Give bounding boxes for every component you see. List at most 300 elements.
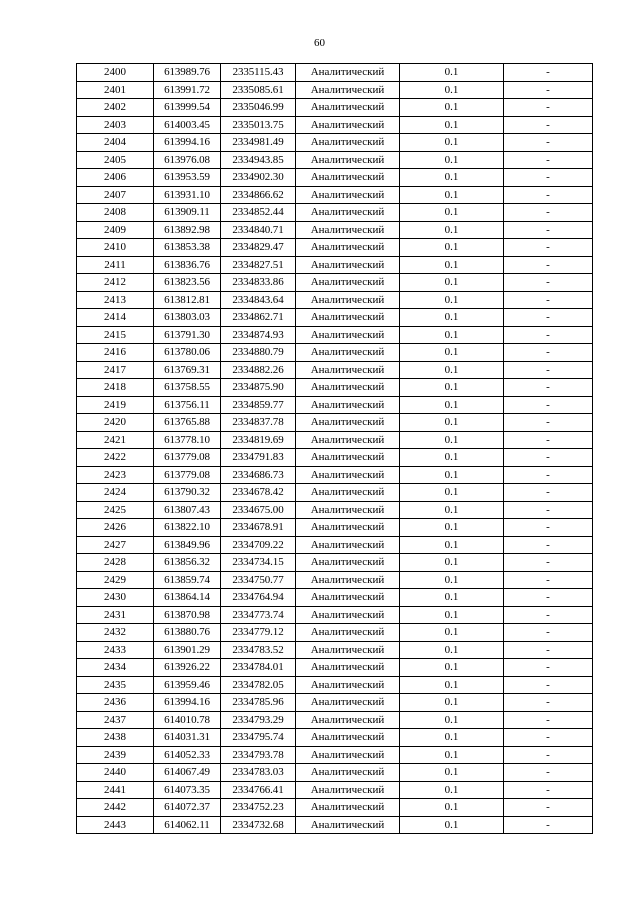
- accuracy-cell: 0.1: [400, 204, 504, 222]
- description-cell: -: [504, 431, 593, 449]
- y-coordinate-cell: 2334764.94: [221, 589, 296, 607]
- y-coordinate-cell: 2334678.91: [221, 519, 296, 537]
- table-row: [77, 309, 593, 327]
- y-coordinate-cell: 2334783.52: [221, 641, 296, 659]
- accuracy-cell: 0.1: [400, 81, 504, 99]
- accuracy-cell: 0.1: [400, 711, 504, 729]
- point-number-cell: 2419: [77, 396, 154, 414]
- y-coordinate-cell: 2334843.64: [221, 291, 296, 309]
- point-number-cell: 2437: [77, 711, 154, 729]
- x-coordinate-cell: 613870.98: [154, 606, 221, 624]
- description-cell: -: [504, 764, 593, 782]
- y-coordinate-cell: 2334732.68: [221, 816, 296, 834]
- method-cell: Аналитический: [296, 676, 400, 694]
- table-row: [77, 484, 593, 502]
- x-coordinate-cell: 613931.10: [154, 186, 221, 204]
- y-coordinate-cell: 2334795.74: [221, 729, 296, 747]
- x-coordinate-cell: 613790.32: [154, 484, 221, 502]
- point-number-cell: 2440: [77, 764, 154, 782]
- y-coordinate-cell: 2334840.71: [221, 221, 296, 239]
- table-row: [77, 221, 593, 239]
- point-number-cell: 2426: [77, 519, 154, 537]
- point-number-cell: 2407: [77, 186, 154, 204]
- point-number-cell: 2403: [77, 116, 154, 134]
- y-coordinate-cell: 2334852.44: [221, 204, 296, 222]
- table-row: [77, 519, 593, 537]
- table-row: [77, 694, 593, 712]
- table-row: [77, 501, 593, 519]
- table-row: [77, 711, 593, 729]
- point-number-cell: 2416: [77, 344, 154, 362]
- description-cell: -: [504, 746, 593, 764]
- y-coordinate-cell: 2334709.22: [221, 536, 296, 554]
- accuracy-cell: 0.1: [400, 379, 504, 397]
- x-coordinate-cell: 613778.10: [154, 431, 221, 449]
- method-cell: Аналитический: [296, 501, 400, 519]
- y-coordinate-cell: 2334981.49: [221, 134, 296, 152]
- table-row: [77, 344, 593, 362]
- method-cell: Аналитический: [296, 134, 400, 152]
- table-row: [77, 361, 593, 379]
- description-cell: -: [504, 81, 593, 99]
- x-coordinate-cell: 614073.35: [154, 781, 221, 799]
- x-coordinate-cell: 613892.98: [154, 221, 221, 239]
- method-cell: Аналитический: [296, 326, 400, 344]
- y-coordinate-cell: 2334819.69: [221, 431, 296, 449]
- point-number-cell: 2425: [77, 501, 154, 519]
- method-cell: Аналитический: [296, 309, 400, 327]
- table-row: [77, 676, 593, 694]
- point-number-cell: 2422: [77, 449, 154, 467]
- table-row: [77, 659, 593, 677]
- description-cell: -: [504, 449, 593, 467]
- method-cell: Аналитический: [296, 449, 400, 467]
- x-coordinate-cell: 614031.31: [154, 729, 221, 747]
- table-row: [77, 554, 593, 572]
- accuracy-cell: 0.1: [400, 519, 504, 537]
- description-cell: -: [504, 204, 593, 222]
- method-cell: Аналитический: [296, 361, 400, 379]
- y-coordinate-cell: 2334943.85: [221, 151, 296, 169]
- x-coordinate-cell: 613856.32: [154, 554, 221, 572]
- method-cell: Аналитический: [296, 414, 400, 432]
- y-coordinate-cell: 2334902.30: [221, 169, 296, 187]
- point-number-cell: 2431: [77, 606, 154, 624]
- point-number-cell: 2409: [77, 221, 154, 239]
- x-coordinate-cell: 613953.59: [154, 169, 221, 187]
- accuracy-cell: 0.1: [400, 781, 504, 799]
- point-number-cell: 2436: [77, 694, 154, 712]
- y-coordinate-cell: 2334874.93: [221, 326, 296, 344]
- y-coordinate-cell: 2335115.43: [221, 64, 296, 82]
- accuracy-cell: 0.1: [400, 151, 504, 169]
- x-coordinate-cell: 613853.38: [154, 239, 221, 257]
- x-coordinate-cell: 613849.96: [154, 536, 221, 554]
- table-row: [77, 816, 593, 834]
- x-coordinate-cell: 613769.31: [154, 361, 221, 379]
- x-coordinate-cell: 614003.45: [154, 116, 221, 134]
- point-number-cell: 2418: [77, 379, 154, 397]
- x-coordinate-cell: 613991.72: [154, 81, 221, 99]
- point-number-cell: 2432: [77, 624, 154, 642]
- method-cell: Аналитический: [296, 536, 400, 554]
- y-coordinate-cell: 2334784.01: [221, 659, 296, 677]
- x-coordinate-cell: 614010.78: [154, 711, 221, 729]
- method-cell: Аналитический: [296, 554, 400, 572]
- y-coordinate-cell: 2334793.78: [221, 746, 296, 764]
- table-row: [77, 466, 593, 484]
- description-cell: -: [504, 221, 593, 239]
- description-cell: -: [504, 344, 593, 362]
- description-cell: -: [504, 571, 593, 589]
- x-coordinate-cell: 613779.08: [154, 466, 221, 484]
- x-coordinate-cell: 613976.08: [154, 151, 221, 169]
- table-row: [77, 799, 593, 817]
- x-coordinate-cell: 613909.11: [154, 204, 221, 222]
- table-row: [77, 204, 593, 222]
- x-coordinate-cell: 613758.55: [154, 379, 221, 397]
- point-number-cell: 2439: [77, 746, 154, 764]
- table-row: [77, 449, 593, 467]
- accuracy-cell: 0.1: [400, 256, 504, 274]
- description-cell: -: [504, 729, 593, 747]
- x-coordinate-cell: 613989.76: [154, 64, 221, 82]
- accuracy-cell: 0.1: [400, 641, 504, 659]
- point-number-cell: 2442: [77, 799, 154, 817]
- accuracy-cell: 0.1: [400, 816, 504, 834]
- x-coordinate-cell: 613859.74: [154, 571, 221, 589]
- accuracy-cell: 0.1: [400, 466, 504, 484]
- method-cell: Аналитический: [296, 204, 400, 222]
- table-row: [77, 729, 593, 747]
- method-cell: Аналитический: [296, 379, 400, 397]
- coordinates-table: [76, 63, 593, 834]
- page-number: 60: [314, 37, 325, 49]
- table-row: [77, 396, 593, 414]
- accuracy-cell: 0.1: [400, 239, 504, 257]
- y-coordinate-cell: 2334880.79: [221, 344, 296, 362]
- description-cell: -: [504, 169, 593, 187]
- description-cell: -: [504, 519, 593, 537]
- point-number-cell: 2411: [77, 256, 154, 274]
- method-cell: Аналитический: [296, 99, 400, 117]
- accuracy-cell: 0.1: [400, 449, 504, 467]
- x-coordinate-cell: 613807.43: [154, 501, 221, 519]
- description-cell: -: [504, 99, 593, 117]
- method-cell: Аналитический: [296, 589, 400, 607]
- method-cell: Аналитический: [296, 344, 400, 362]
- y-coordinate-cell: 2334782.05: [221, 676, 296, 694]
- table-row: [77, 379, 593, 397]
- point-number-cell: 2430: [77, 589, 154, 607]
- y-coordinate-cell: 2334875.90: [221, 379, 296, 397]
- coordinates-table-body: [77, 64, 593, 834]
- point-number-cell: 2428: [77, 554, 154, 572]
- table-row: [77, 239, 593, 257]
- accuracy-cell: 0.1: [400, 396, 504, 414]
- table-row: [77, 781, 593, 799]
- method-cell: Аналитический: [296, 431, 400, 449]
- accuracy-cell: 0.1: [400, 431, 504, 449]
- method-cell: Аналитический: [296, 484, 400, 502]
- description-cell: -: [504, 711, 593, 729]
- table-row: [77, 589, 593, 607]
- table-row: [77, 151, 593, 169]
- description-cell: -: [504, 589, 593, 607]
- table-row: [77, 536, 593, 554]
- accuracy-cell: 0.1: [400, 799, 504, 817]
- table-row: [77, 571, 593, 589]
- point-number-cell: 2400: [77, 64, 154, 82]
- point-number-cell: 2427: [77, 536, 154, 554]
- accuracy-cell: 0.1: [400, 589, 504, 607]
- method-cell: Аналитический: [296, 291, 400, 309]
- x-coordinate-cell: 613864.14: [154, 589, 221, 607]
- method-cell: Аналитический: [296, 729, 400, 747]
- description-cell: -: [504, 414, 593, 432]
- y-coordinate-cell: 2334827.51: [221, 256, 296, 274]
- accuracy-cell: 0.1: [400, 186, 504, 204]
- method-cell: Аналитический: [296, 571, 400, 589]
- x-coordinate-cell: 614052.33: [154, 746, 221, 764]
- method-cell: Аналитический: [296, 746, 400, 764]
- description-cell: -: [504, 396, 593, 414]
- accuracy-cell: 0.1: [400, 554, 504, 572]
- description-cell: -: [504, 781, 593, 799]
- accuracy-cell: 0.1: [400, 571, 504, 589]
- point-number-cell: 2433: [77, 641, 154, 659]
- method-cell: Аналитический: [296, 169, 400, 187]
- x-coordinate-cell: 613780.06: [154, 344, 221, 362]
- x-coordinate-cell: 614072.37: [154, 799, 221, 817]
- y-coordinate-cell: 2334766.41: [221, 781, 296, 799]
- description-cell: -: [504, 151, 593, 169]
- description-cell: -: [504, 816, 593, 834]
- x-coordinate-cell: 613994.16: [154, 694, 221, 712]
- y-coordinate-cell: 2334793.29: [221, 711, 296, 729]
- accuracy-cell: 0.1: [400, 64, 504, 82]
- description-cell: -: [504, 379, 593, 397]
- table-row: [77, 169, 593, 187]
- point-number-cell: 2434: [77, 659, 154, 677]
- accuracy-cell: 0.1: [400, 291, 504, 309]
- y-coordinate-cell: 2334833.86: [221, 274, 296, 292]
- accuracy-cell: 0.1: [400, 624, 504, 642]
- point-number-cell: 2406: [77, 169, 154, 187]
- x-coordinate-cell: 613959.46: [154, 676, 221, 694]
- accuracy-cell: 0.1: [400, 274, 504, 292]
- y-coordinate-cell: 2334866.62: [221, 186, 296, 204]
- description-cell: -: [504, 239, 593, 257]
- description-cell: -: [504, 64, 593, 82]
- description-cell: -: [504, 641, 593, 659]
- method-cell: Аналитический: [296, 799, 400, 817]
- method-cell: Аналитический: [296, 606, 400, 624]
- table-row: [77, 764, 593, 782]
- accuracy-cell: 0.1: [400, 309, 504, 327]
- y-coordinate-cell: 2334773.74: [221, 606, 296, 624]
- method-cell: Аналитический: [296, 519, 400, 537]
- point-number-cell: 2420: [77, 414, 154, 432]
- description-cell: -: [504, 309, 593, 327]
- accuracy-cell: 0.1: [400, 501, 504, 519]
- x-coordinate-cell: 613926.22: [154, 659, 221, 677]
- x-coordinate-cell: 613994.16: [154, 134, 221, 152]
- method-cell: Аналитический: [296, 816, 400, 834]
- x-coordinate-cell: 613765.88: [154, 414, 221, 432]
- point-number-cell: 2412: [77, 274, 154, 292]
- y-coordinate-cell: 2335046.99: [221, 99, 296, 117]
- x-coordinate-cell: 613880.76: [154, 624, 221, 642]
- method-cell: Аналитический: [296, 256, 400, 274]
- y-coordinate-cell: 2334837.78: [221, 414, 296, 432]
- y-coordinate-cell: 2335085.61: [221, 81, 296, 99]
- y-coordinate-cell: 2334791.83: [221, 449, 296, 467]
- point-number-cell: 2413: [77, 291, 154, 309]
- accuracy-cell: 0.1: [400, 606, 504, 624]
- table-row: [77, 64, 593, 82]
- table-row: [77, 274, 593, 292]
- y-coordinate-cell: 2334783.03: [221, 764, 296, 782]
- accuracy-cell: 0.1: [400, 414, 504, 432]
- table-row: [77, 116, 593, 134]
- accuracy-cell: 0.1: [400, 326, 504, 344]
- x-coordinate-cell: 613999.54: [154, 99, 221, 117]
- table-row: [77, 414, 593, 432]
- accuracy-cell: 0.1: [400, 116, 504, 134]
- point-number-cell: 2415: [77, 326, 154, 344]
- table-row: [77, 81, 593, 99]
- table-row: [77, 256, 593, 274]
- method-cell: Аналитический: [296, 624, 400, 642]
- y-coordinate-cell: 2335013.75: [221, 116, 296, 134]
- point-number-cell: 2408: [77, 204, 154, 222]
- x-coordinate-cell: 613779.08: [154, 449, 221, 467]
- description-cell: -: [504, 536, 593, 554]
- table-row: [77, 186, 593, 204]
- accuracy-cell: 0.1: [400, 729, 504, 747]
- table-row: [77, 326, 593, 344]
- point-number-cell: 2443: [77, 816, 154, 834]
- y-coordinate-cell: 2334752.23: [221, 799, 296, 817]
- point-number-cell: 2405: [77, 151, 154, 169]
- method-cell: Аналитический: [296, 466, 400, 484]
- method-cell: Аналитический: [296, 186, 400, 204]
- method-cell: Аналитический: [296, 221, 400, 239]
- point-number-cell: 2424: [77, 484, 154, 502]
- y-coordinate-cell: 2334829.47: [221, 239, 296, 257]
- description-cell: -: [504, 554, 593, 572]
- y-coordinate-cell: 2334785.96: [221, 694, 296, 712]
- method-cell: Аналитический: [296, 764, 400, 782]
- accuracy-cell: 0.1: [400, 676, 504, 694]
- method-cell: Аналитический: [296, 711, 400, 729]
- y-coordinate-cell: 2334862.71: [221, 309, 296, 327]
- point-number-cell: 2404: [77, 134, 154, 152]
- description-cell: -: [504, 134, 593, 152]
- x-coordinate-cell: 613836.76: [154, 256, 221, 274]
- description-cell: -: [504, 291, 593, 309]
- y-coordinate-cell: 2334859.77: [221, 396, 296, 414]
- accuracy-cell: 0.1: [400, 536, 504, 554]
- y-coordinate-cell: 2334675.00: [221, 501, 296, 519]
- accuracy-cell: 0.1: [400, 221, 504, 239]
- x-coordinate-cell: 614067.49: [154, 764, 221, 782]
- table-row: [77, 431, 593, 449]
- description-cell: -: [504, 606, 593, 624]
- description-cell: -: [504, 624, 593, 642]
- description-cell: -: [504, 484, 593, 502]
- description-cell: -: [504, 186, 593, 204]
- description-cell: -: [504, 466, 593, 484]
- x-coordinate-cell: 613812.81: [154, 291, 221, 309]
- method-cell: Аналитический: [296, 396, 400, 414]
- table-row: [77, 606, 593, 624]
- accuracy-cell: 0.1: [400, 344, 504, 362]
- method-cell: Аналитический: [296, 64, 400, 82]
- method-cell: Аналитический: [296, 239, 400, 257]
- description-cell: -: [504, 799, 593, 817]
- accuracy-cell: 0.1: [400, 169, 504, 187]
- accuracy-cell: 0.1: [400, 746, 504, 764]
- table-row: [77, 99, 593, 117]
- point-number-cell: 2401: [77, 81, 154, 99]
- x-coordinate-cell: 613791.30: [154, 326, 221, 344]
- description-cell: -: [504, 256, 593, 274]
- y-coordinate-cell: 2334779.12: [221, 624, 296, 642]
- table-row: [77, 291, 593, 309]
- description-cell: -: [504, 326, 593, 344]
- x-coordinate-cell: 613756.11: [154, 396, 221, 414]
- table-row: [77, 641, 593, 659]
- x-coordinate-cell: 613901.29: [154, 641, 221, 659]
- accuracy-cell: 0.1: [400, 764, 504, 782]
- method-cell: Аналитический: [296, 81, 400, 99]
- accuracy-cell: 0.1: [400, 694, 504, 712]
- accuracy-cell: 0.1: [400, 659, 504, 677]
- method-cell: Аналитический: [296, 274, 400, 292]
- method-cell: Аналитический: [296, 116, 400, 134]
- description-cell: -: [504, 694, 593, 712]
- point-number-cell: 2429: [77, 571, 154, 589]
- table-row: [77, 624, 593, 642]
- method-cell: Аналитический: [296, 151, 400, 169]
- x-coordinate-cell: 613822.10: [154, 519, 221, 537]
- point-number-cell: 2402: [77, 99, 154, 117]
- accuracy-cell: 0.1: [400, 99, 504, 117]
- x-coordinate-cell: 614062.11: [154, 816, 221, 834]
- description-cell: -: [504, 361, 593, 379]
- point-number-cell: 2441: [77, 781, 154, 799]
- point-number-cell: 2435: [77, 676, 154, 694]
- y-coordinate-cell: 2334734.15: [221, 554, 296, 572]
- point-number-cell: 2414: [77, 309, 154, 327]
- description-cell: -: [504, 274, 593, 292]
- description-cell: -: [504, 501, 593, 519]
- description-cell: -: [504, 659, 593, 677]
- point-number-cell: 2423: [77, 466, 154, 484]
- point-number-cell: 2438: [77, 729, 154, 747]
- accuracy-cell: 0.1: [400, 361, 504, 379]
- table-row: [77, 746, 593, 764]
- x-coordinate-cell: 613823.56: [154, 274, 221, 292]
- accuracy-cell: 0.1: [400, 134, 504, 152]
- point-number-cell: 2421: [77, 431, 154, 449]
- y-coordinate-cell: 2334750.77: [221, 571, 296, 589]
- x-coordinate-cell: 613803.03: [154, 309, 221, 327]
- method-cell: Аналитический: [296, 641, 400, 659]
- point-number-cell: 2417: [77, 361, 154, 379]
